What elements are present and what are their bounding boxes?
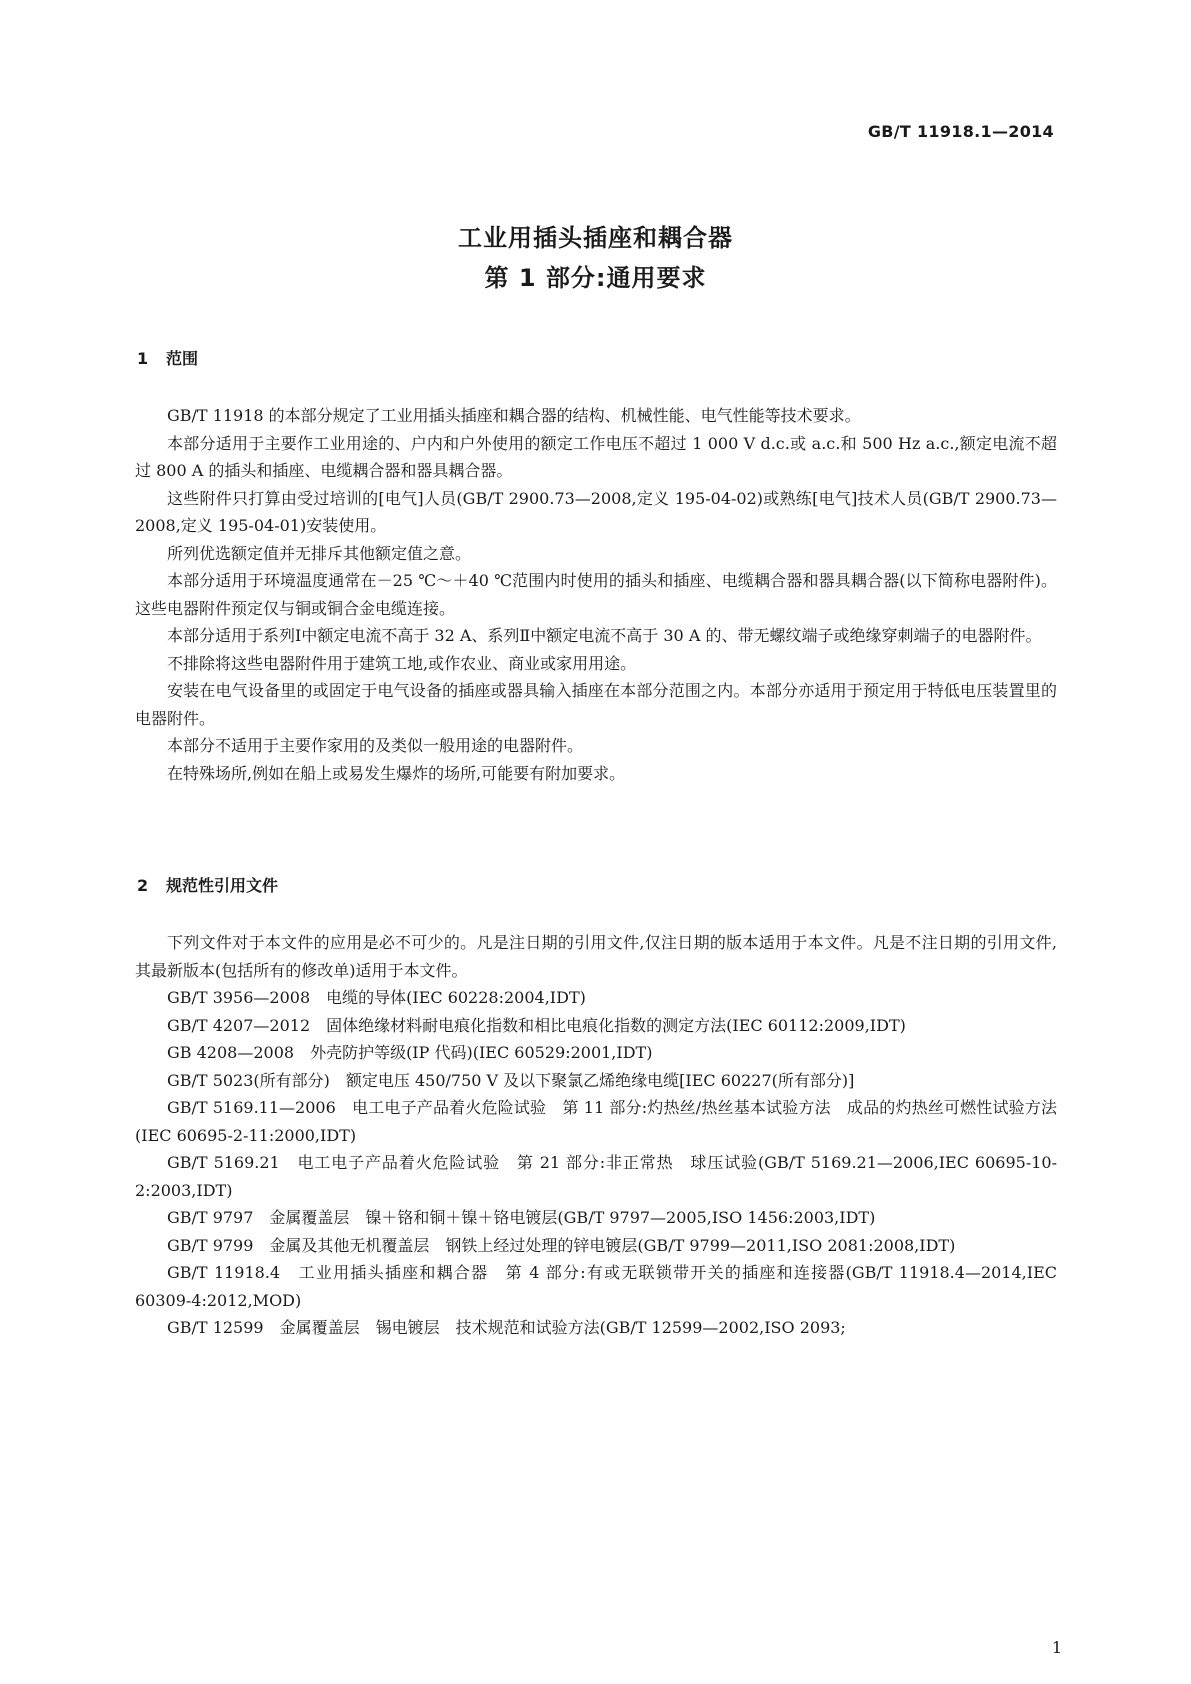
reference-item: GB/T 9797 金属覆盖层 镍＋铬和铜＋镍＋铬电镀层(GB/T 9797—2005,ISO 1456:2003,IDT) bbox=[167, 1208, 876, 1227]
section-2-number: 2 bbox=[137, 876, 149, 895]
paragraph: 所列优选额定值并无排斥其他额定值之意。 bbox=[167, 543, 472, 563]
reference-item: GB/T 3956—2008 电缆的导体(IEC 60228:2004,IDT) bbox=[167, 988, 586, 1007]
reference-item: GB 4208—2008 外壳防护等级(IP 代码)(IEC 60529:2001,IDT) bbox=[167, 1043, 653, 1062]
reference-item: GB/T 9799 金属及其他无机覆盖层 钢铁上经过处理的锌电镀层(GB/T 9799—2011,ISO 2081:2008,IDT) bbox=[167, 1235, 956, 1255]
paragraph: 这些附件只打算由受过培训的[电气]人员(GB/T 2900.73—2008,定义 195-04-02)或熟练[电气]技术人员(GB/T 2900.73—2008,定义 195-04-01)安装使用。 bbox=[135, 488, 1057, 535]
section-1-body bbox=[135, 402, 1057, 787]
section-2-heading bbox=[137, 873, 278, 896]
document-title bbox=[0, 218, 1191, 298]
reference-item: GB/T 4207—2012 固体绝缘材料耐电痕化指数和相比电痕化指数的测定方法(IEC 60112:2009,IDT) bbox=[167, 1015, 906, 1035]
section-1-heading bbox=[137, 346, 198, 369]
reference-item: GB/T 5169.21 电工电子产品着火危险试验 第 21 部分:非正常热 球压试验(GB/T 5169.21—2006,IEC 60695-10-2:2003,IDT) bbox=[135, 1153, 1057, 1200]
paragraph: 下列文件对于本文件的应用是必不可少的。凡是注日期的引用文件,仅注日期的版本适用于本文件。凡是不注日期的引用文件,其最新版本(包括所有的修改单)适用于本文件。 bbox=[135, 933, 1057, 980]
section-2-title: 规范性引用文件 bbox=[166, 876, 279, 895]
paragraph: 本部分不适用于主要作家用的及类似一般用途的电器附件。 bbox=[167, 736, 584, 755]
paragraph: 本部分适用于环境温度通常在－25 ℃～＋40 ℃范围内时使用的插头和插座、电缆耦合器和器具耦合器(以下简称电器附件)。这些电器附件预定仅与铜或铜合金电缆连接。 bbox=[135, 571, 1057, 618]
standard-id: GB/T 11918.1—2014 bbox=[867, 122, 1054, 141]
paragraph: 安装在电气设备里的或固定于电气设备的插座或器具输入插座在本部分范围之内。本部分亦适用于预定用于特低电压装置里的电器附件。 bbox=[135, 681, 1057, 728]
reference-item: GB/T 11918.4 工业用插头插座和耦合器 第 4 部分:有或无联锁带开关的插座和连接器(GB/T 11918.4—2014,IEC 60309-4:2012,MOD) bbox=[135, 1263, 1057, 1310]
page-number: 1 bbox=[1051, 1638, 1062, 1657]
section-1-number: 1 bbox=[137, 349, 149, 368]
paragraph: GB/T 11918 的本部分规定了工业用插头插座和耦合器的结构、机械性能、电气性能等技术要求。 bbox=[167, 406, 861, 425]
section-1-title: 范围 bbox=[166, 349, 199, 368]
paragraph: 在特殊场所,例如在船上或易发生爆炸的场所,可能要有附加要求。 bbox=[167, 763, 626, 783]
reference-item: GB/T 5023(所有部分) 额定电压 450/750 V 及以下聚氯乙烯绝缘电缆[IEC 60227(所有部分)] bbox=[167, 1070, 855, 1090]
paragraph: 本部分适用于主要作工业用途的、户内和户外使用的额定工作电压不超过 1 000 V d.c.或 a.c.和 500 Hz a.c.,额定电流不超过 800 A 的插头和插座、电缆耦合器和器具耦合器。 bbox=[135, 433, 1057, 480]
reference-item: GB/T 5169.11—2006 电工电子产品着火危险试验 第 11 部分:灼热丝/热丝基本试验方法 成品的灼热丝可燃性试验方法(IEC 60695-2-11:2000,IDT) bbox=[135, 1098, 1057, 1145]
paragraph: 不排除将这些电器附件用于建筑工地,或作农业、商业或家用用途。 bbox=[167, 653, 637, 673]
section-2-body bbox=[135, 929, 1057, 1342]
paragraph: 本部分适用于系列Ⅰ中额定电流不高于 32 A、系列Ⅱ中额定电流不高于 30 A 的、带无螺纹端子或绝缘穿刺端子的电器附件。 bbox=[167, 626, 1042, 645]
reference-item: GB/T 12599 金属覆盖层 锡电镀层 技术规范和试验方法(GB/T 12599—2002,ISO 2093; bbox=[167, 1318, 846, 1337]
title-line-2: 第 1 部分:通用要求 bbox=[484, 264, 707, 292]
title-line-1: 工业用插头插座和耦合器 bbox=[458, 224, 733, 252]
